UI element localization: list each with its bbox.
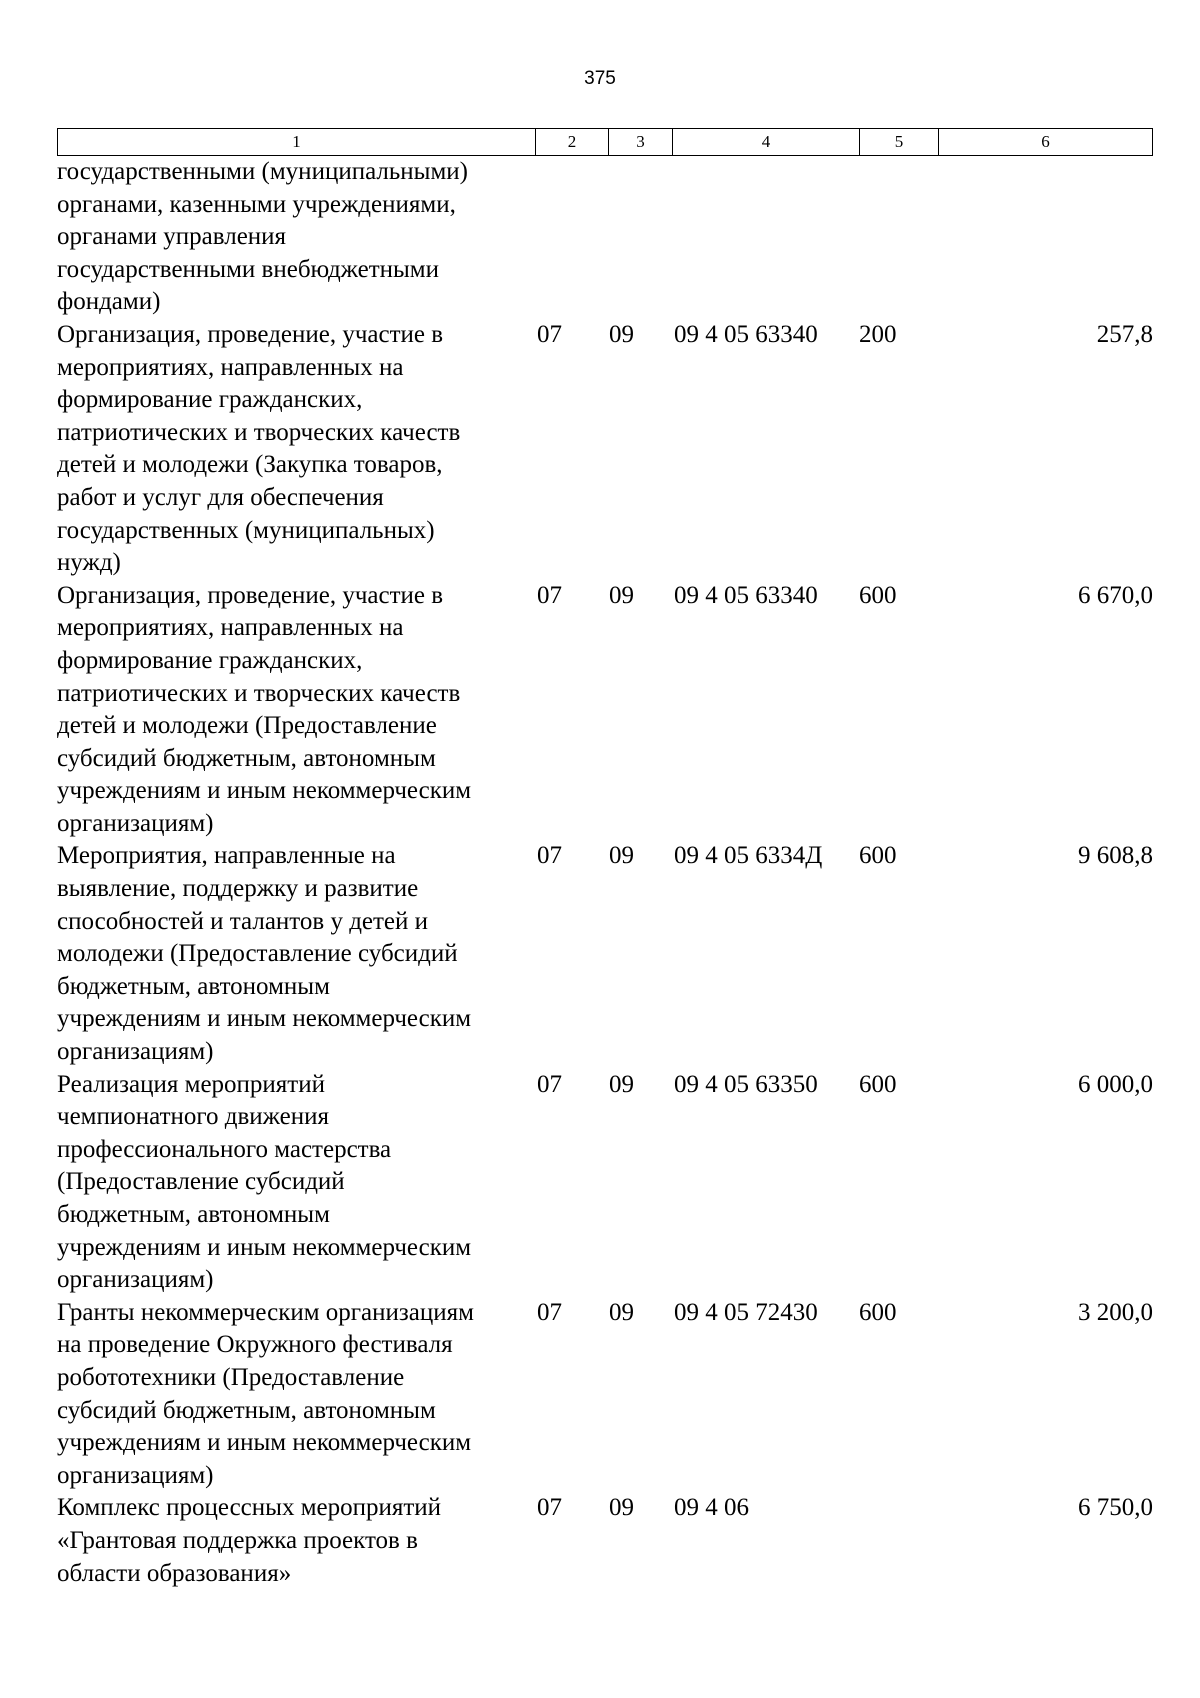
- row-section: 07: [537, 581, 562, 609]
- row-expense-type: 200: [859, 320, 897, 348]
- row-name: Комплекс процессных мероприятий «Грантовая поддержка проектов в области образования»: [57, 1494, 442, 1587]
- row-name: Гранты некоммерческим организациям на проведение Окружного фестиваля робототехники (Предоставление субсидий бюджетным, автономным учреждениям и иным некоммерческим организациям): [57, 1298, 474, 1489]
- row-subsection: 09: [609, 842, 634, 870]
- row-target-code: 09 4 05 72430: [674, 1298, 818, 1326]
- row-section: 07: [537, 1494, 562, 1522]
- row-expense-type: 600: [859, 1070, 897, 1098]
- row-target-code: 09 4 05 6334Д: [674, 842, 823, 870]
- column-header-1: 1: [58, 129, 536, 155]
- table-body: [57, 156, 1153, 1590]
- table-header: [57, 128, 1153, 156]
- row-name: Мероприятия, направленные на выявление, поддержку и развитие способностей и талантов у детей и молодежи (Предоставление субсидий бюджетным, автономным учреждениям и иным некоммерческим организациям): [57, 842, 472, 1066]
- column-header-5: 5: [860, 129, 939, 155]
- table-row: [57, 1069, 1153, 1297]
- row-amount: 6 750,0: [1078, 1494, 1153, 1522]
- page-number: 375: [584, 68, 616, 89]
- row-name: Организация, проведение, участие в мероприятиях, направленных на формирование гражданских, патриотических и творческих качеств детей и молодежи (Предоставление субсидий бюджетным, автономным учреждениям и иным некоммерческим организациям): [57, 581, 472, 837]
- table-row: [57, 1492, 1153, 1590]
- column-header-2: 2: [536, 129, 609, 155]
- row-subsection: 09: [609, 1494, 634, 1522]
- row-expense-type: 600: [859, 842, 897, 870]
- table-row: [57, 1297, 1153, 1493]
- row-target-code: 09 4 05 63340: [674, 581, 818, 609]
- row-subsection: 09: [609, 320, 634, 348]
- row-subsection: 09: [609, 1070, 634, 1098]
- row-subsection: 09: [609, 581, 634, 609]
- row-amount: 257,8: [1096, 320, 1153, 348]
- table-row: [57, 319, 1153, 580]
- table-row: [57, 840, 1153, 1068]
- row-amount: 6 670,0: [1078, 581, 1153, 609]
- row-name: Организация, проведение, участие в мероприятиях, направленных на формирование гражданских, патриотических и творческих качеств детей и молодежи (Закупка товаров, работ и услуг для обеспечения государственных (муниципальных) нужд): [57, 320, 461, 577]
- row-name: Реализация мероприятий чемпионатного движения профессионального мастерства (Предоставление субсидий бюджетным, автономным учреждениям и иным некоммерческим организациям): [57, 1070, 472, 1294]
- row-amount: 3 200,0: [1078, 1298, 1153, 1326]
- table-row: [57, 156, 1153, 319]
- row-target-code: 09 4 05 63340: [674, 320, 818, 348]
- column-header-3: 3: [609, 129, 673, 155]
- row-expense-type: 600: [859, 1298, 897, 1326]
- row-name: государственными (муниципальными) органами, казенными учреждениями, органами управления государственными внебюджетными фондами): [57, 158, 468, 316]
- row-subsection: 09: [609, 1298, 634, 1326]
- row-section: 07: [537, 1070, 562, 1098]
- row-expense-type: 600: [859, 581, 897, 609]
- row-section: 07: [537, 842, 562, 870]
- row-section: 07: [537, 1298, 562, 1326]
- row-section: 07: [537, 320, 562, 348]
- column-header-6: 6: [1041, 132, 1050, 151]
- column-header-4: 4: [673, 129, 860, 155]
- row-amount: 6 000,0: [1078, 1070, 1153, 1098]
- row-target-code: 09 4 06: [674, 1494, 749, 1522]
- table-row: [57, 580, 1153, 841]
- row-target-code: 09 4 05 63350: [674, 1070, 818, 1098]
- row-amount: 9 608,8: [1078, 842, 1153, 870]
